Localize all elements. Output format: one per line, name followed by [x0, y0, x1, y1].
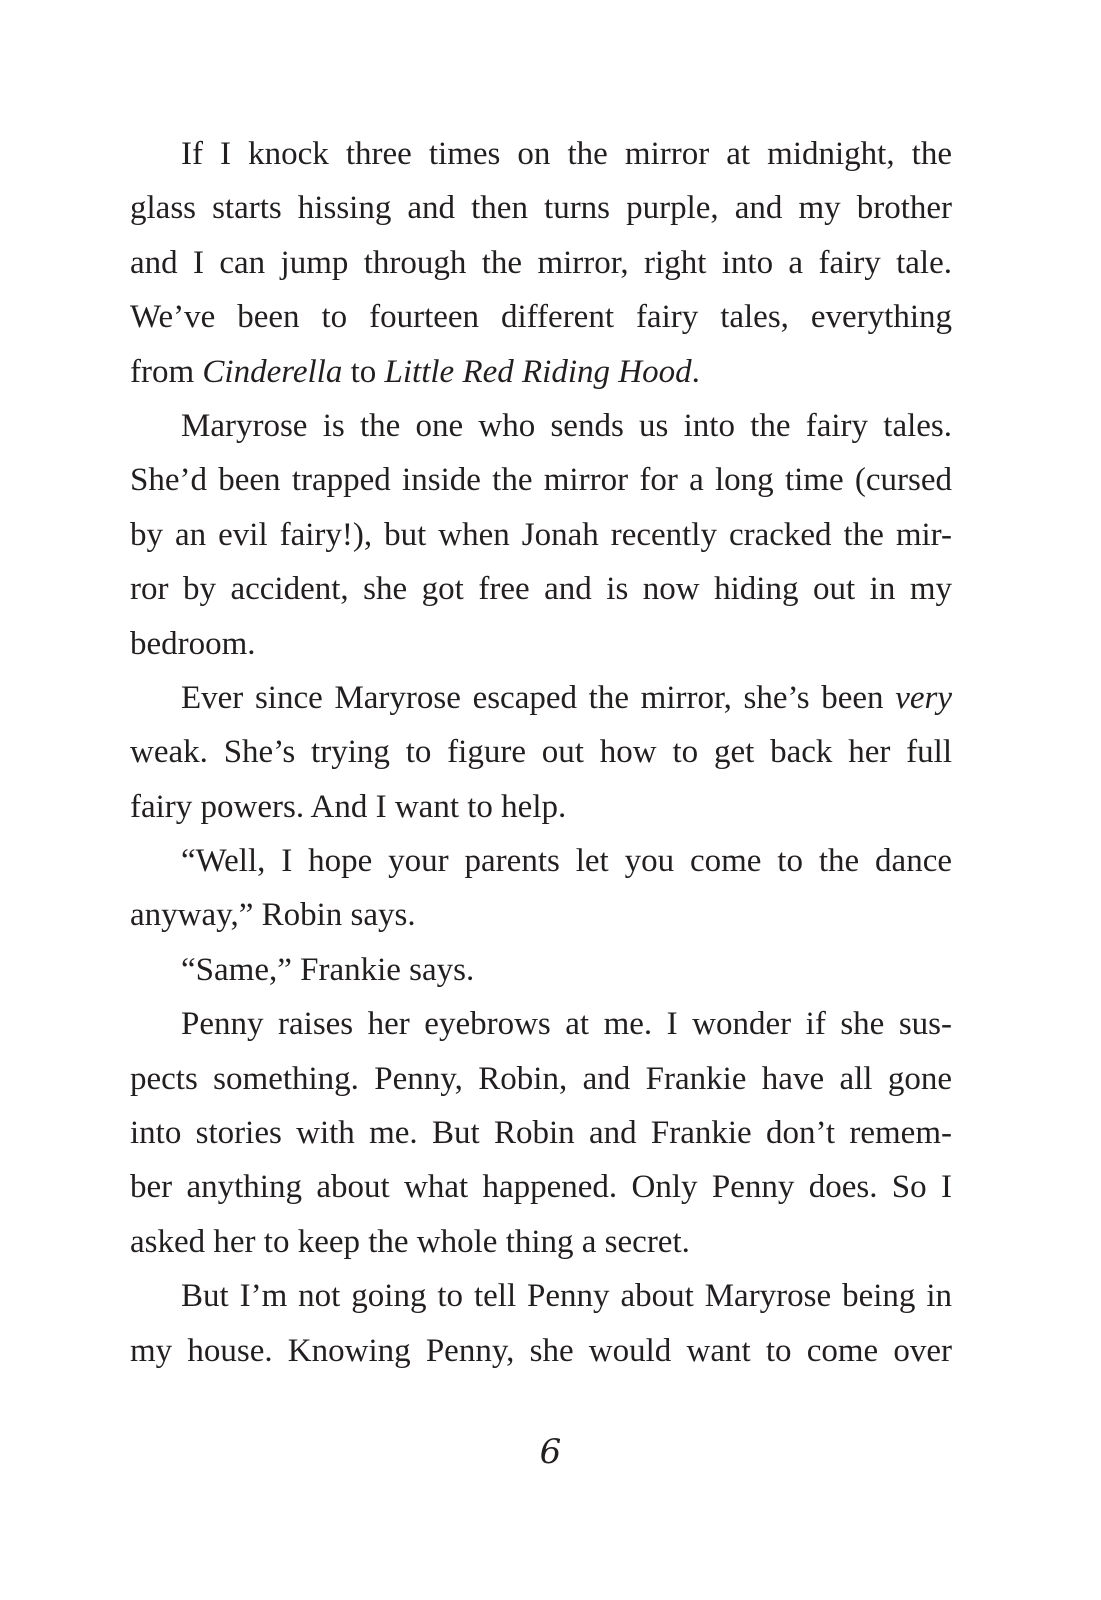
page-number: 6 — [539, 1432, 562, 1472]
text-line: pects something. Penny, Robin, and Frankie have all gone — [130, 1060, 952, 1097]
text-line: Ever since Maryrose escaped the mirror, she’s been very — [181, 679, 952, 716]
text-line: asked her to keep the whole thing a secret. — [130, 1223, 690, 1260]
text-line: from Cinderella to Little Red Riding Hood. — [130, 353, 700, 390]
text-line: and I can jump through the mirror, right into a fairy tale. — [130, 244, 952, 281]
book-title-little-red-riding-hood: Little Red Riding Hood — [384, 353, 692, 390]
text-line: But I’m not going to tell Penny about Maryrose being in — [181, 1278, 952, 1315]
text-line: bedroom. — [130, 625, 256, 662]
text-line: into stories with me. But Robin and Frankie don’t remem- — [130, 1115, 952, 1152]
text-line: glass starts hissing and then turns purple, and my brother — [130, 190, 952, 227]
text-line: We’ve been to fourteen different fairy tales, everything — [130, 299, 952, 336]
text-line: She’d been trapped inside the mirror for a long time (cursed — [130, 462, 952, 499]
text-line: fairy powers. And I want to help. — [130, 788, 567, 825]
text-line: weak. She’s trying to figure out how to get back her full — [130, 734, 952, 771]
text-line: “Well, I hope your parents let you come to the dance — [181, 843, 952, 880]
text-line: Maryrose is the one who sends us into the fairy tales. — [181, 407, 952, 444]
text-line: ror by accident, she got free and is now hiding out in my — [130, 571, 952, 608]
text-line: “Same,” Frankie says. — [181, 951, 475, 988]
book-title-cinderella: Cinderella — [202, 353, 343, 390]
text-line: Penny raises her eyebrows at me. I wonder if she sus- — [181, 1006, 952, 1043]
text-line: by an evil fairy!), but when Jonah recently cracked the mir- — [130, 516, 952, 553]
body-text — [130, 127, 952, 1378]
text-line: my house. Knowing Penny, she would want to come over — [130, 1332, 952, 1369]
emphasis-very: very — [895, 679, 952, 716]
text-line: anyway,” Robin says. — [130, 897, 416, 934]
text-line: ber anything about what happened. Only Penny does. So I — [130, 1169, 952, 1206]
text-line: If I knock three times on the mirror at midnight, the — [181, 136, 952, 172]
